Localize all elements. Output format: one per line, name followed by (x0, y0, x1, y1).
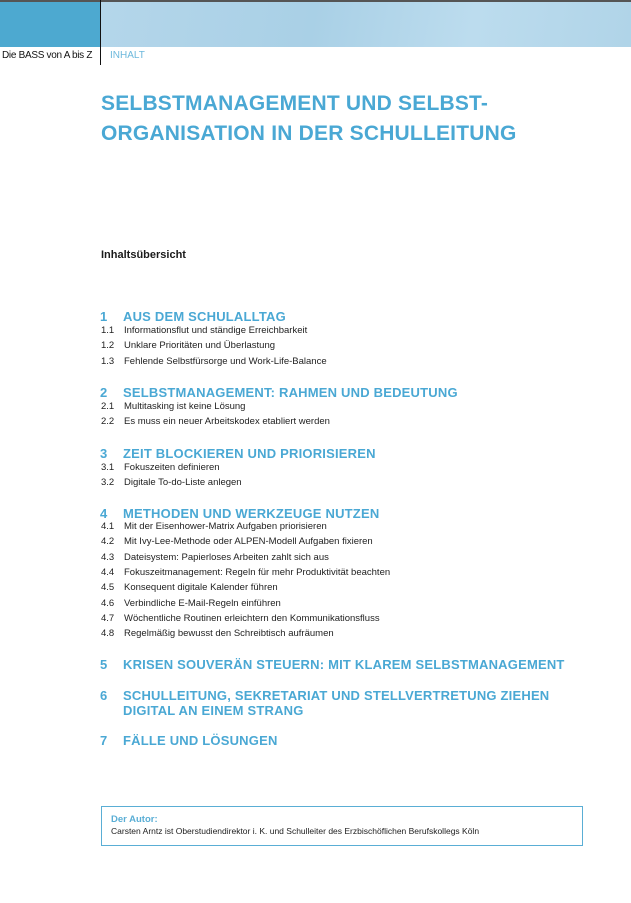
subsection-number: 4.4 (101, 566, 115, 578)
overview-heading: Inhaltsübersicht (101, 249, 186, 261)
toc-subsection[interactable] (101, 582, 278, 594)
subsection-number: 4.6 (101, 597, 115, 609)
subsection-number: 2.2 (101, 416, 115, 428)
toc-subsection[interactable] (101, 477, 242, 489)
subsection-number: 1.1 (101, 325, 115, 336)
toc-chapter[interactable] (100, 688, 549, 718)
subsection-number: 1.2 (101, 340, 115, 352)
chapter-number: 3 (100, 446, 108, 461)
toc-subsection[interactable] (101, 598, 281, 610)
toc-subsection[interactable] (101, 356, 327, 368)
chapter-number: 5 (100, 657, 108, 672)
subsection-title: Verbindliche E-Mail-Regeln einführen (124, 597, 281, 609)
subsection-title: Digitale To-do-Liste anlegen (124, 477, 242, 489)
subsection-title: Fokuszeitmanagement: Regeln für mehr Produktivität beachten (124, 566, 391, 578)
subsection-number: 2.1 (101, 401, 115, 412)
subsection-title: Regelmäßig bewusst den Schreibtisch aufräumen (124, 628, 334, 640)
author-text: Carsten Arntz ist Oberstudiendirektor i. K. und Schulleiter des Erzbischöflichen Berufskollegs Köln (111, 826, 480, 836)
subsection-title: Mit Ivy-Lee-Methode oder ALPEN-Modell Aufgaben fixieren (124, 536, 373, 548)
toc-subsection[interactable] (101, 536, 373, 548)
subsection-title: Wöchentliche Routinen erleichtern den Kommunikationsfluss (124, 612, 380, 624)
header-brand-block (0, 2, 100, 47)
subsection-number: 4.1 (101, 521, 115, 532)
chapter-title-cont: DIGITAL AN EINEM STRANG (123, 703, 304, 718)
toc-chapter[interactable] (100, 506, 379, 521)
toc-subsection[interactable] (101, 521, 327, 533)
toc-subsection[interactable] (101, 416, 330, 428)
chapter-title: SELBSTMANAGEMENT: RAHMEN UND BEDEUTUNG (123, 385, 458, 400)
title-line: ORGANISATION IN DER SCHULLEITUNG (101, 122, 517, 145)
subsection-number: 3.1 (101, 462, 115, 473)
subsection-title: Unklare Prioritäten und Überlastung (124, 340, 276, 352)
section-label: INHALT (110, 50, 145, 61)
subsection-number: 4.8 (101, 628, 115, 640)
toc-subsection[interactable] (101, 462, 220, 474)
toc-chapter[interactable] (100, 657, 565, 672)
header-banner (101, 2, 631, 47)
chapter-title: AUS DEM SCHULALLTAG (123, 309, 286, 324)
subsection-number: 3.2 (101, 477, 115, 489)
toc-subsection[interactable] (101, 401, 245, 413)
brand-label: Die BASS von A bis Z (2, 50, 93, 61)
subsection-title: Dateisystem: Papierloses Arbeiten zahlt sich aus (124, 551, 329, 563)
chapter-number: 7 (100, 733, 108, 748)
page-title (101, 89, 517, 149)
author-box (101, 806, 583, 846)
chapter-number: 4 (100, 506, 108, 521)
subsection-title: Mit der Eisenhower-Matrix Aufgaben priorisieren (124, 521, 327, 532)
toc-subsection[interactable] (101, 613, 380, 625)
subsection-number: 4.3 (101, 551, 115, 563)
subsection-number: 1.3 (101, 355, 115, 367)
subsection-number: 4.2 (101, 536, 115, 548)
subsection-number: 4.5 (101, 582, 115, 594)
toc-subsection[interactable] (101, 628, 334, 640)
subsection-title: Es muss ein neuer Arbeitskodex etabliert werden (124, 416, 330, 428)
toc-subsection[interactable] (101, 340, 275, 352)
chapter-title: FÄLLE UND LÖSUNGEN (123, 733, 278, 748)
toc-chapter[interactable] (100, 385, 458, 400)
toc-subsection[interactable] (101, 325, 307, 337)
toc-chapter[interactable] (100, 309, 286, 324)
subsection-title: Multitasking ist keine Lösung (124, 401, 246, 412)
title-line: SELBSTMANAGEMENT UND SELBST- (101, 92, 489, 115)
subsection-title: Konsequent digitale Kalender führen (124, 582, 278, 594)
toc-chapter[interactable] (100, 446, 376, 461)
chapter-number: 2 (100, 385, 108, 400)
subsection-title: Fehlende Selbstfürsorge und Work-Life-Balance (124, 355, 327, 367)
chapter-number: 1 (100, 309, 108, 324)
chapter-title: KRISEN SOUVERÄN STEUERN: MIT KLAREM SELBSTMANAGEMENT (123, 657, 565, 672)
chapter-title: SCHULLEITUNG, SEKRETARIAT UND STELLVERTRETUNG ZIEHEN (123, 688, 550, 703)
chapter-title: METHODEN UND WERKZEUGE NUTZEN (123, 506, 380, 521)
header-divider (100, 0, 101, 65)
toc-chapter[interactable] (100, 733, 278, 748)
chapter-title: ZEIT BLOCKIEREN UND PRIORISIEREN (123, 446, 376, 461)
toc-subsection[interactable] (101, 567, 390, 579)
chapter-number: 6 (100, 688, 108, 703)
subsection-title: Fokuszeiten definieren (124, 462, 220, 473)
toc-subsection[interactable] (101, 552, 329, 564)
subsection-title: Informationsflut und ständige Erreichbarkeit (124, 325, 308, 336)
author-label: Der Autor: (111, 814, 158, 825)
subsection-number: 4.7 (101, 612, 115, 624)
